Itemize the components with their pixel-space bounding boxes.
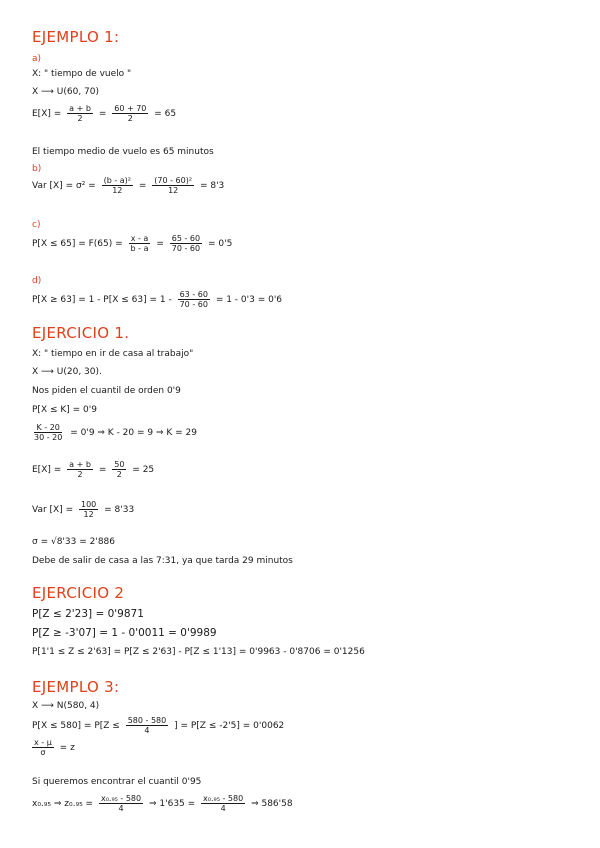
formula-text: = 0'5 bbox=[208, 239, 233, 249]
text-line: Debe de salir de casa a las 7:31, ya que tarda 29 minutos bbox=[32, 556, 293, 566]
text-line: Nos piden el cuantil de orden 0'9 bbox=[32, 386, 181, 396]
fraction-numerator: x₀.₉₅ - 580 bbox=[203, 794, 244, 803]
fraction bbox=[79, 500, 98, 519]
fraction-denominator: 12 bbox=[83, 510, 94, 519]
fraction bbox=[152, 176, 194, 195]
fraction bbox=[67, 460, 93, 479]
fraction-numerator: 65 - 60 bbox=[171, 234, 201, 243]
formula-text: P[X ≥ 63] = 1 - P[X ≤ 63] = 1 - bbox=[32, 295, 172, 305]
formula-text: = bbox=[156, 239, 164, 249]
text-line: σ = √8'33 = 2'886 bbox=[32, 537, 115, 547]
fraction-numerator: 50 bbox=[114, 460, 125, 469]
formula-text: = 65 bbox=[154, 109, 177, 119]
fraction-denominator: 2 bbox=[116, 470, 122, 479]
fraction bbox=[67, 104, 93, 123]
section-title-ejercicio-2: EJERCICIO 2 bbox=[32, 584, 125, 602]
formula-text: = 25 bbox=[132, 465, 155, 475]
text-line: Si queremos encontrar el cuantil 0'95 bbox=[32, 777, 202, 787]
formula-text: E[X] = bbox=[32, 109, 62, 119]
formula-text: ⇒ 586'58 bbox=[251, 799, 293, 809]
fraction bbox=[32, 738, 54, 757]
formula-text: x₀.₉₅ ⇒ z₀.₉₅ = bbox=[32, 799, 94, 809]
fraction bbox=[170, 234, 202, 253]
formula-text: = 0'9 ⇒ K - 20 = 9 ⇒ K = 29 bbox=[70, 428, 198, 438]
fraction-denominator: 12 bbox=[112, 186, 123, 195]
formula-line bbox=[32, 460, 154, 479]
section-title-ejercicio-1: EJERCICIO 1. bbox=[32, 324, 130, 342]
fraction-denominator: 12 bbox=[168, 186, 179, 195]
fraction bbox=[129, 234, 151, 253]
formula-text: = bbox=[138, 181, 147, 191]
formula-text: = 8'3 bbox=[199, 181, 225, 191]
formula-line bbox=[29, 423, 197, 442]
fraction-denominator: b - a bbox=[130, 244, 149, 253]
formula-line bbox=[32, 104, 176, 123]
text-line: X: " tiempo en ir de casa al trabajo" bbox=[32, 349, 194, 359]
fraction-numerator: 100 bbox=[81, 500, 97, 509]
fraction bbox=[112, 104, 148, 123]
fraction-numerator: 60 + 70 bbox=[114, 104, 147, 113]
part-c-label: c) bbox=[32, 220, 41, 230]
text-line: X ⟶ U(60, 70) bbox=[32, 87, 100, 97]
formula-text: ] = P[Z ≤ -2'5] = 0'0062 bbox=[174, 721, 285, 731]
formula-line bbox=[32, 290, 282, 309]
formula-text: = bbox=[98, 465, 107, 475]
fraction-numerator: a + b bbox=[69, 460, 91, 469]
formula-text: P[X ≤ 65] = F(65) = bbox=[32, 239, 123, 249]
text-line: P[Z ≤ 2'23] = 0'9871 bbox=[32, 608, 144, 620]
text-line: X ⟶ U(20, 30). bbox=[32, 367, 102, 377]
section-title-ejemplo-1: EJEMPLO 1: bbox=[32, 28, 120, 46]
fraction-denominator: 2 bbox=[77, 470, 83, 479]
fraction bbox=[126, 716, 169, 735]
fraction-denominator: 4 bbox=[118, 804, 124, 813]
formula-text: ⇒ 1'635 = bbox=[148, 799, 196, 809]
formula-text: E[X] = bbox=[32, 465, 62, 475]
formula-line bbox=[32, 234, 232, 253]
formula-text: Var [X] = bbox=[32, 505, 74, 515]
part-d-label: d) bbox=[32, 276, 42, 286]
fraction-denominator: 4 bbox=[144, 726, 150, 735]
fraction bbox=[32, 423, 64, 442]
part-a-label: a) bbox=[32, 54, 42, 64]
text-line: X: " tiempo de vuelo " bbox=[32, 69, 132, 79]
fraction-numerator: (b - a)² bbox=[103, 176, 131, 185]
text-line: P[X ≤ K] = 0'9 bbox=[32, 405, 97, 415]
fraction-numerator: 63 - 60 bbox=[179, 290, 208, 299]
formula-text: = 1 - 0'3 = 0'6 bbox=[215, 295, 283, 305]
fraction-numerator: (70 - 60)² bbox=[154, 176, 193, 185]
formula-text: = 8'33 bbox=[104, 505, 135, 515]
formula-text: = z bbox=[59, 743, 75, 753]
fraction bbox=[201, 794, 245, 813]
fraction-denominator: 70 - 60 bbox=[179, 300, 208, 309]
fraction-denominator: 30 - 20 bbox=[34, 433, 63, 442]
text-line: P[1'1 ≤ Z ≤ 2'63] = P[Z ≤ 2'63] - P[Z ≤ 1'13] = 0'9963 - 0'8706 = 0'1256 bbox=[32, 647, 365, 657]
fraction bbox=[112, 460, 126, 479]
formula-text: P[X ≤ 580] = P[Z ≤ bbox=[32, 721, 120, 731]
fraction-numerator: a + b bbox=[69, 104, 91, 113]
fraction-denominator: 2 bbox=[127, 114, 133, 123]
fraction-denominator: 4 bbox=[220, 804, 226, 813]
fraction-denominator: σ bbox=[40, 748, 46, 757]
text-line: X ⟶ N(580, 4) bbox=[32, 701, 100, 711]
formula-line bbox=[32, 500, 134, 519]
fraction-numerator: K - 20 bbox=[36, 423, 60, 432]
fraction bbox=[99, 794, 143, 813]
fraction-denominator: 2 bbox=[77, 114, 83, 123]
part-b-label: b) bbox=[32, 164, 42, 174]
fraction-numerator: x - a bbox=[130, 234, 149, 243]
formula-text: = bbox=[98, 109, 107, 119]
text-line: El tiempo medio de vuelo es 65 minutos bbox=[32, 147, 214, 157]
fraction-numerator: x - μ bbox=[34, 738, 52, 747]
fraction bbox=[102, 176, 133, 195]
formula-line bbox=[32, 176, 224, 195]
fraction bbox=[178, 290, 210, 309]
fraction-numerator: 580 - 580 bbox=[127, 716, 167, 725]
fraction-numerator: x₀.₉₅ - 580 bbox=[100, 794, 142, 803]
formula-text: Var [X] = σ² = bbox=[32, 181, 96, 191]
section-title-ejemplo-3: EJEMPLO 3: bbox=[32, 678, 120, 696]
formula-line bbox=[32, 716, 284, 735]
formula-line bbox=[32, 794, 293, 813]
text-line: P[Z ≥ -3'07] = 1 - 0'0011 = 0'9989 bbox=[32, 627, 217, 639]
fraction-denominator: 70 - 60 bbox=[171, 244, 201, 253]
formula-line bbox=[29, 738, 75, 757]
